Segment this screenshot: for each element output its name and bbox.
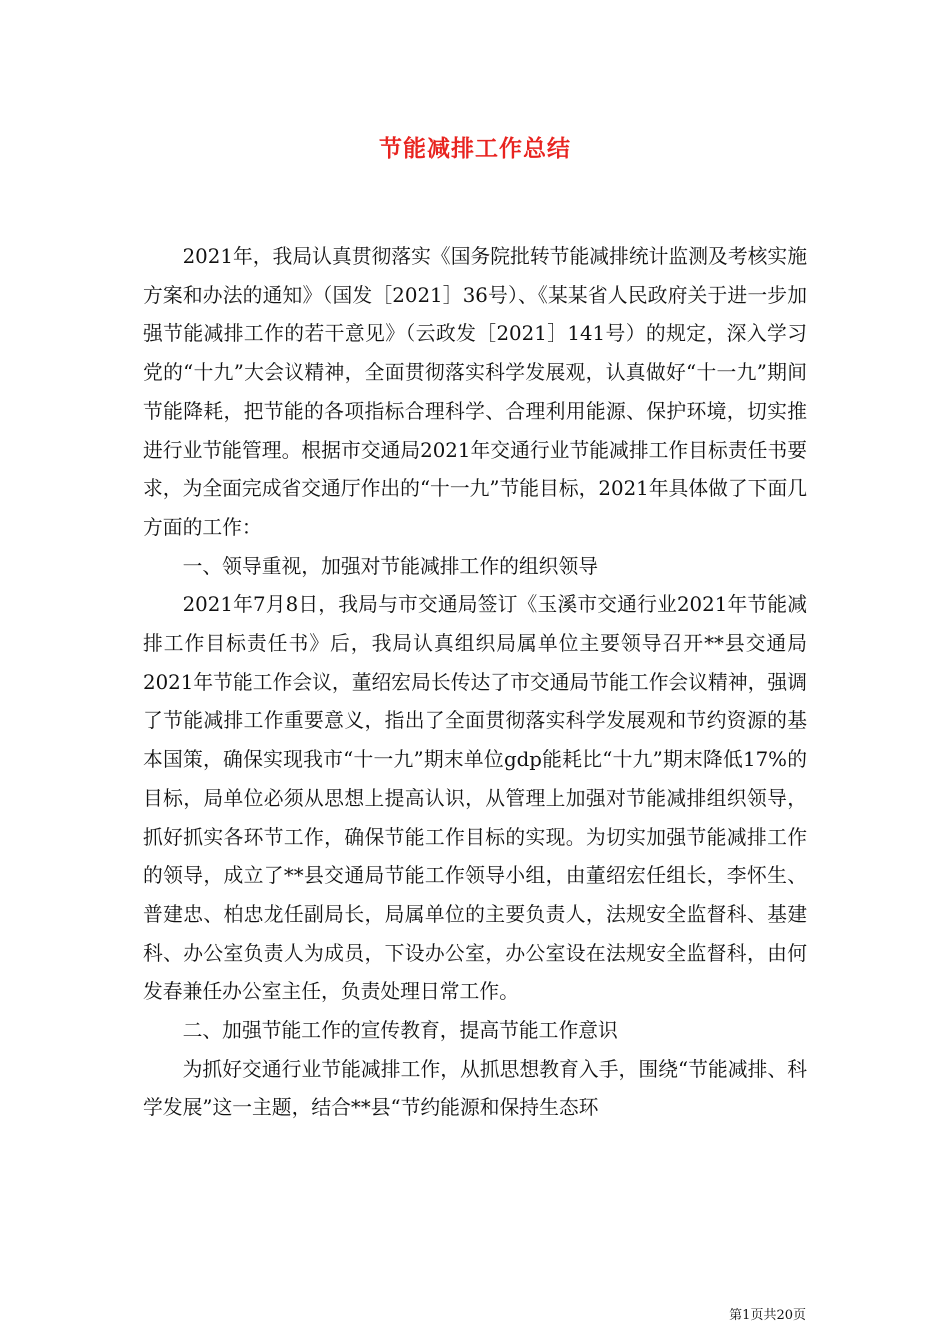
- section-heading-1: 一、领导重视，加强对节能减排工作的组织领导: [182, 554, 599, 578]
- page-number: 第1页共20页: [729, 1308, 806, 1323]
- paragraph-intro: 2021年，我局认真贯彻落实《国务院批转节能减排统计监测及考核实施方案和办法的通知》（国发［2021］36号）、《某某省人民政府关于进一步加强节能减排工作的若干意见》（云政发［2021］141号）的规定，深入学习党的“十九”大会议精神，全面贯彻落实科学发展观，认真做好“十一九”期间节能降耗，把节能的各项指标合理科学、合理利用能源、保护环境，切实推进行业节能管理。根据市交通局2021年交通行业节能减排工作目标责任书要求，为全面完成省交通厅作出的“十一九”节能目标，2021年具体做了下面几方面的工作：: [143, 245, 808, 539]
- page-title: 节能减排工作总结: [379, 135, 571, 162]
- paragraph-section-1: 2021年7月8日，我局与市交通局签订《玉溪市交通行业2021年节能减排工作目标责任书》后，我局认真组织局属单位主要领导召开**县交通局2021年节能工作会议，董绍宏局长传达了市交通局节能工作会议精神，强调了节能减排工作重要意义，指出了全面贯彻落实科学发展观和节约资源的基本国策，确保实现我市“十一九”期末单位gdp能耗比“十九”期末降低17%的目标，局单位必须从思想上提高认识，从管理上加强对节能减排组织领导，抓好抓实各环节工作，确保节能工作目标的实现。为切实加强节能减排工作的领导，成立了**县交通局节能工作领导小组，由董绍宏任组长，李怀生、普建忠、柏忠龙任副局长，局属单位的主要负责人，法规安全监督科、基建科、办公室负责人为成员，下设办公室，办公室设在法规安全监督科，由何发春兼任办公室主任，负责处理日常工作。: [143, 593, 807, 1004]
- document-body: [143, 238, 807, 1128]
- section-heading-2: 二、加强节能工作的宣传教育，提高节能工作意识: [182, 1019, 618, 1043]
- paragraph-section-2: 为抓好交通行业节能减排工作，从抓思想教育入手，围绕“节能减排、科学发展”这一主题，结合**县“节约能源和保持生态环: [143, 1057, 807, 1120]
